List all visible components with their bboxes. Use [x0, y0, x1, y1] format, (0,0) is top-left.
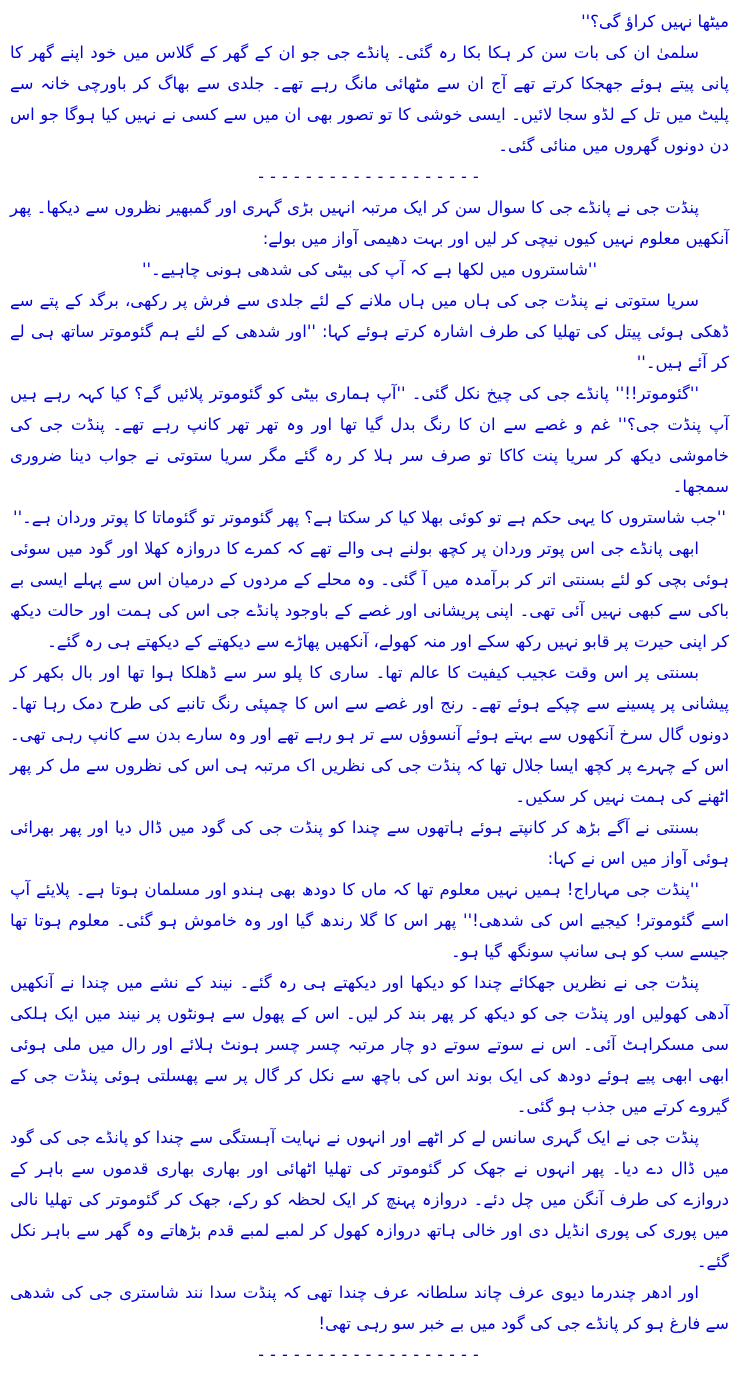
- paragraph-gaumutra-shout: ''گئوموتر!!'' پانڈے جی کی چیخ نکل گئی۔ ''آپ ہماری بیٹی کو گئوموتر پلائیں گے؟ کیا کہہ رہے ہیں آپ پنڈت جی؟'' غم و غصے سے ان کا رنگ بدل گیا تھا اور وہ تھر تھر کانپ رہے تھے۔ پنڈت جی کی خاموشی دیکھ کر سریا پنت کاکا تو صرف سر ہلا کر رہ گئے مگر سریا ستوتی نے جواب دینا ضروری سمجھا۔: [10, 384, 729, 496]
- paragraph-closing: اور ادھر چندرما دیوی عرف چاند سلطانہ عرف چندا تھی کہ پنڈت سدا نند شاستری جی کی شدھی سے فارغ ہو کر پانڈے جی کی گود میں بے خبر سو رہی تھی!: [10, 1283, 729, 1333]
- paragraph-dialogue-tail: میٹھا نہیں کراؤ گی؟'': [581, 12, 729, 31]
- paragraph-surya-stuti: سریا ستوتی نے پنڈت جی کی ہاں میں ہاں ملانے کے لئے جلدی سے فرش پر رکھی، برگد کے پتے سے ڈھکی ہوئی پیتل کی تھلیا کی طرف اشارہ کرتے ہوئے کہا: ''اور شدھی کے لئے ہم گئوموتر ساتھ ہی لے کر آئے ہیں۔'': [10, 291, 729, 372]
- paragraph-basanti-state: بسنتی پر اس وقت عجیب کیفیت کا عالم تھا۔ ساری کا پلو سر سے ڈھلکا ہوا تھا اور بال بکھر کر پیشانی پر پسینے سے چپکے ہوئے تھے۔ رنج اور غصے سے اس کا چمپئی رنگ تانبے کی طرح دمک رہا تھا۔ دونوں گال سرخ آنکھوں سے بہتے ہوئے آنسوؤں سے تر ہو رہے تھے اور وہ سارے بدن سے کانپ رہی تھی۔ اس کے چہرے پر کچھ ایسا جلال تھا کہ پنڈت جی کی نظریں اک مرتبہ ہی اس کی نظروں سے مل کر پھر اٹھنے کی ہمت نہیں کر سکیں۔: [10, 663, 729, 806]
- paragraph-chanda-sleep: پنڈت جی نے نظریں جھکائے چندا کو دیکھا اور دیکھتے ہی رہ گئے۔ نیند کے نشے میں چندا نے آنکھیں آدھی کھولیں اور پنڈت جی کو دیکھ کر پھر بند کر لیں۔ اس کے پھول سے ہونٹوں پر نیند میں ایک ہلکی سی مسکراہٹ آئی۔ اس نے سوتے سوتے دو چار مرتبہ چسر چسر ہونٹ ہلائے اور رال میں ملی ہوئی ابھی ابھی پیے ہوئے دودھ کی ایک بوند اس کی باچھ سے نکل کر گال پر سے پھسلتی ہوئی پنڈت جی کے گیروے کرتے میں جذب ہو گئی۔: [10, 973, 729, 1116]
- paragraph-basanti-enters: ابھی پانڈے جی اس پوتر وردان پر کچھ بولنے ہی والے تھے کہ کمرے کا دروازہ کھلا اور گود میں سوئی ہوئی بچی کو لئے بسنتی اتر کر برآمدہ میں آ گئی۔ وہ محلے کے مردوں کے درمیان اس سے پہلے ایسی بے باکی سے کبھی نہیں آئی تھی۔ اپنی پریشانی اور غصے کے باوجود پانڈے جی اس کی ہمت اور حالت دیکھ کر اپنی حیرت پر قابو نہیں رکھ سکے اور منہ کھولے، آنکھیں پھاڑے سے دیکھتے کے دیکھتے ہی رہ گئے۔: [10, 539, 729, 651]
- paragraph-salma: سلمیٰ ان کی بات سن کر ہکا بکا رہ گئی۔ پانڈے جی جو ان کے گھر کے گلاس میں خود اپنے گھر کا پانی پیتے ہوئے جھجکا کرتے تھے آج ان سے مٹھائی مانگ رہے تھے۔ جلدی سے بھاگ کر باورچی خانہ سے پلیٹ میں تل کے لڈو سجا لائیں۔ ایسی خوشی کا تو تصور بھی ان میں سے کسی نے نہیں کیا ہوگا جو اس دن دونوں گھروں میں منائی گئی۔: [10, 43, 729, 155]
- dashed-separator: -------------------: [256, 1345, 483, 1364]
- paragraph-pandit-question: پنڈت جی نے پانڈے جی کا سوال سن کر ایک مرتبہ انہیں بڑی گہری اور گمبھیر نظروں سے دیکھا۔ پھر آنکھیں معلوم نہیں کیوں نیچی کر لیں اور بہت دھیمی آواز میں بولے:: [10, 198, 729, 248]
- paragraph-pandit-leaves: پنڈت جی نے ایک گہری سانس لے کر اٹھے اور انہوں نے نہایت آہستگی سے چندا کو پانڈے جی کی گود میں ڈال دے دیا۔ پھر انہوں نے جھک کر گئوموتر کی تھلیا اٹھائی اور بھاری بھاری قدموں سے باہر کے دروازے کی طرف آنگن میں چل دئے۔ دروازہ پہنچ کر ایک لحظہ کو رکے، جھک کر گئوموتر کی تھلیا نالی میں پوری کی پوری انڈیل دی اور خالی ہاتھ دروازہ کھول کر لمبے لمبے قدم بڑھاتے وہ گھر سے باہر نکل گئے۔: [10, 1128, 729, 1271]
- paragraph-quote-vardan: ''جب شاستروں کا یہی حکم ہے تو کوئی بھلا کیا کر سکتا ہے؟ پھر گئوموتر تو گئوماتا کا پوتر وردان ہے۔'': [13, 508, 726, 527]
- paragraph-quote-shastra: ''شاستروں میں لکھا ہے کہ آپ کی بیٹی کی شدھی ہونی چاہیے۔'': [141, 260, 597, 279]
- paragraph-basanti-hands: بسنتی نے آگے بڑھ کر کانپتے ہوئے ہاتھوں سے چندا کو پنڈت جی کی گود میں ڈال دیا اور پھر بھرائی ہوئی آواز میں اس نے کہا:: [10, 818, 729, 868]
- dashed-separator: -------------------: [256, 167, 483, 186]
- paragraph-basanti-speech: ''پنڈت جی مہاراج! ہمیں نہیں معلوم تھا کہ ماں کا دودھ بھی ہندو اور مسلمان ہوتا ہے۔ پلایئے آپ اسے گئوموتر! کیجیے اس کی شدھی!'' پھر اس کا گلا رندھ گیا اور وہ خاموش ہو گئی۔ معلوم ہوتا تھا جیسے سب کو ہی سانپ سونگھ گیا ہو۔: [10, 880, 729, 961]
